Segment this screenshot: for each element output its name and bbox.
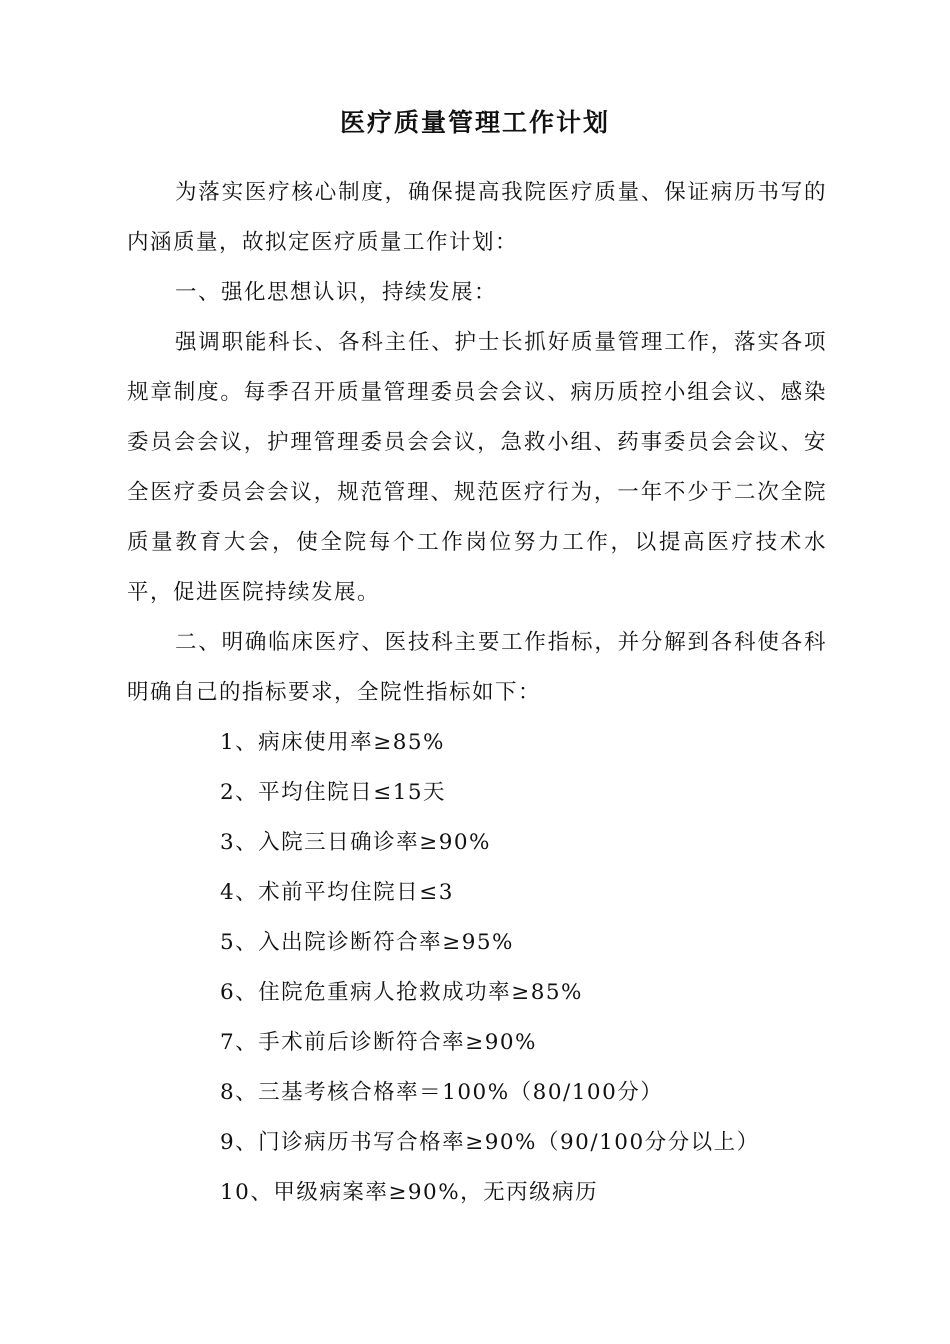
indicator-item: 8、三基考核合格率＝100%（80/100分） — [220, 1080, 664, 1105]
section-2-intro: 二、明确临床医疗、医技科主要工作指标，并分解到各科使各科明确自己的指标要求，全院性指标如下： — [127, 630, 827, 705]
indicator-item: 1、病床使用率≥85% — [220, 730, 445, 755]
indicator-item: 6、住院危重病人抢救成功率≥85% — [220, 980, 583, 1005]
indicator-item: 3、入院三日确诊率≥90% — [220, 830, 491, 855]
intro-paragraph: 为落实医疗核心制度，确保提高我院医疗质量、保证病历书写的内涵质量，故拟定医疗质量工作计划： — [127, 180, 827, 255]
indicator-item: 9、门诊病历书写合格率≥90%（90/100分分以上） — [220, 1130, 760, 1155]
indicator-item: 10、甲级病案率≥90%，无丙级病历 — [220, 1180, 599, 1205]
section-1-heading: 一、强化思想认识，持续发展： — [175, 280, 498, 305]
indicator-list — [220, 718, 820, 1218]
section-1-body: 强调职能科长、各科主任、护士长抓好质量管理工作，落实各项规章制度。每季召开质量管理委员会会议、病历质控小组会议、感染委员会会议，护理管理委员会会议，急救小组、药事委员会会议、安全医疗委员会会议，规范管理、规范医疗行为，一年不少于二次全院质量教育大会，使全院每个工作岗位努力工作，以提高医疗技术水平，促进医院持续发展。 — [127, 330, 827, 605]
document-title: 医疗质量管理工作计划 — [339, 108, 610, 137]
indicator-item: 5、入出院诊断符合率≥95% — [220, 930, 514, 955]
indicator-item: 2、平均住院日≤15天 — [220, 780, 447, 805]
indicator-item: 7、手术前后诊断符合率≥90% — [220, 1030, 537, 1055]
indicator-item: 4、术前平均住院日≤3 — [220, 880, 454, 905]
